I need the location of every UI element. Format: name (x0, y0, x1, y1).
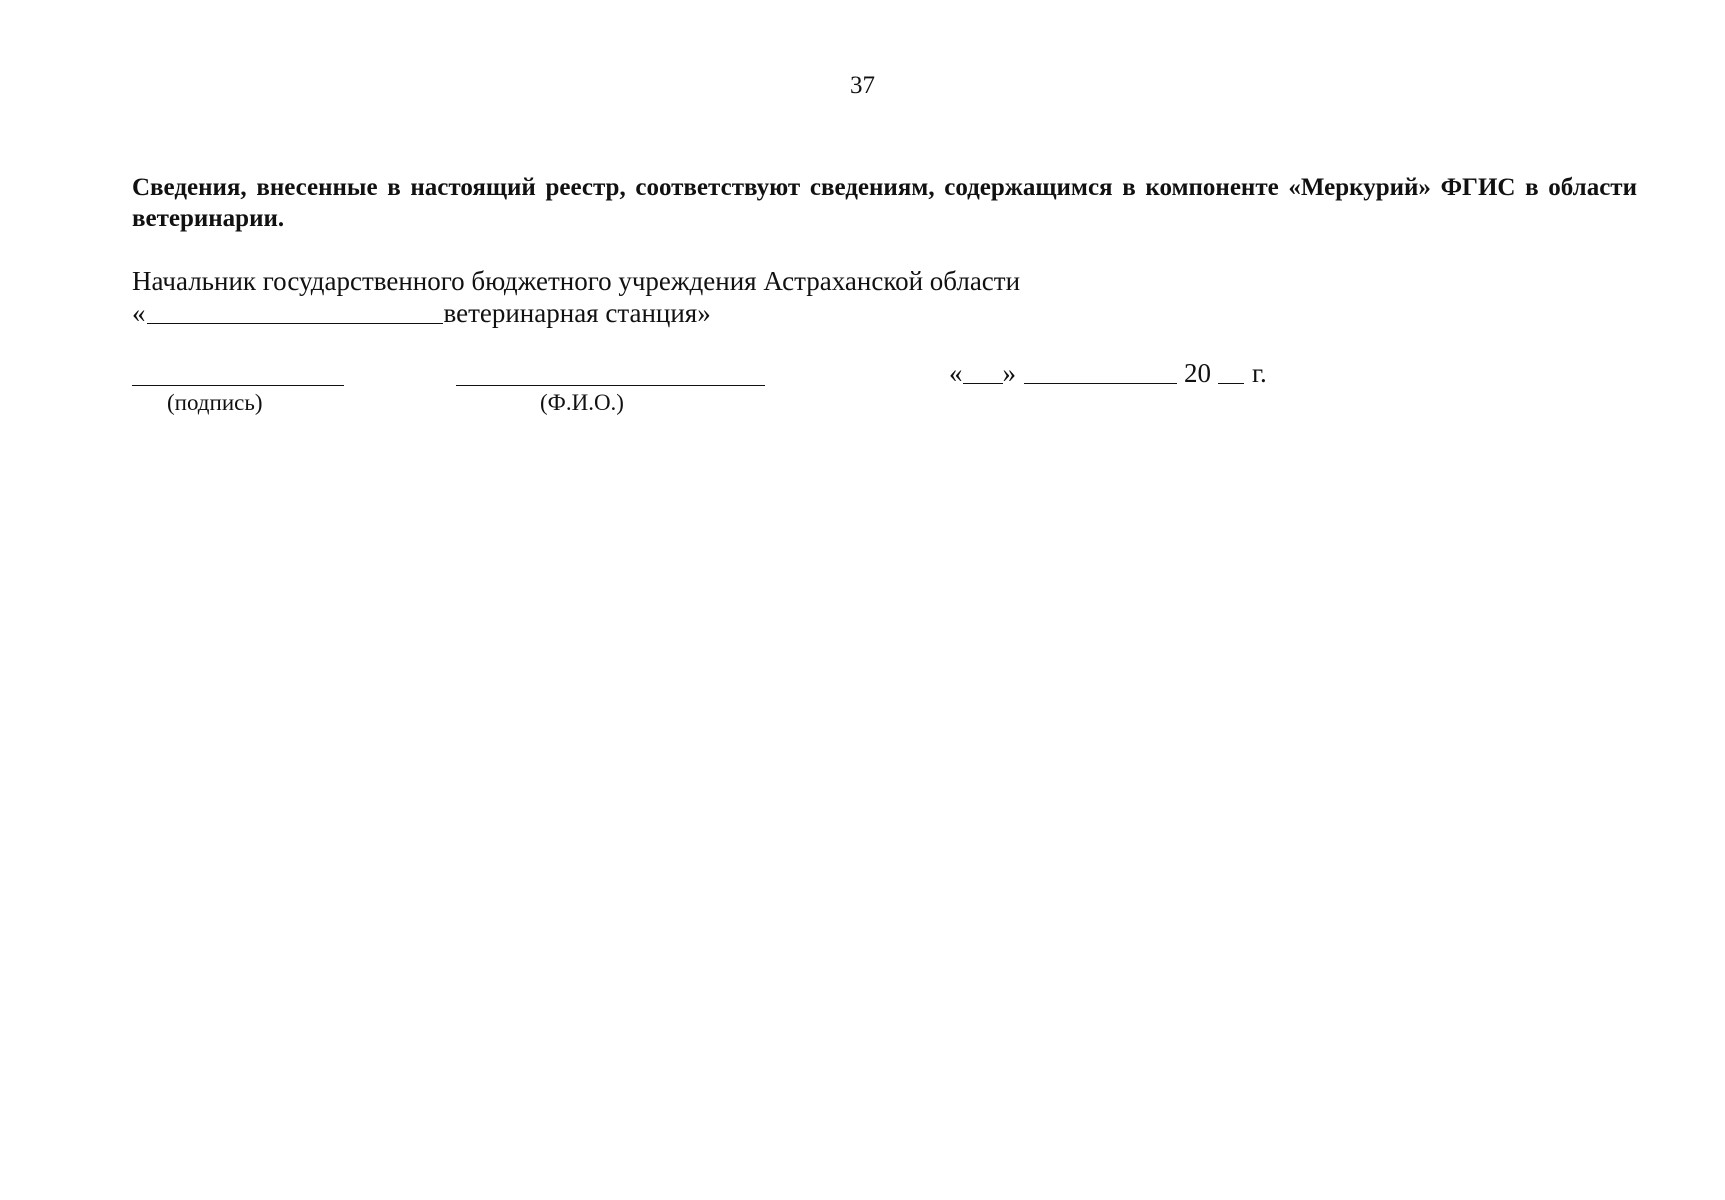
organization-blank-field (147, 301, 443, 324)
date-row (949, 358, 1267, 389)
date-close-quote: » (1002, 358, 1016, 388)
name-line (456, 385, 765, 386)
month-blank-field (1024, 361, 1177, 384)
head-title-line: Начальник государственного бюджетного учреждения Астраханской области (132, 266, 1021, 296)
signature-caption: (подпись) (167, 390, 263, 415)
head-organization-line (132, 298, 711, 329)
name-caption: (Ф.И.О.) (540, 390, 624, 415)
signature-line (132, 385, 344, 386)
year-prefix: 20 (1184, 358, 1211, 388)
body-paragraph: Сведения, внесенные в настоящий реестр, соответствуют сведениям, содержащимся в компоненте «Меркурий» ФГИС в области ветеринарии. (132, 174, 1637, 232)
day-blank-field (963, 361, 1003, 384)
open-quote: « (132, 298, 146, 328)
page-number: 37 (850, 72, 875, 99)
organization-suffix: ветеринарная станция» (443, 298, 711, 328)
year-blank-field (1218, 361, 1244, 384)
date-open-quote: « (949, 358, 963, 388)
year-suffix: г. (1252, 358, 1267, 388)
